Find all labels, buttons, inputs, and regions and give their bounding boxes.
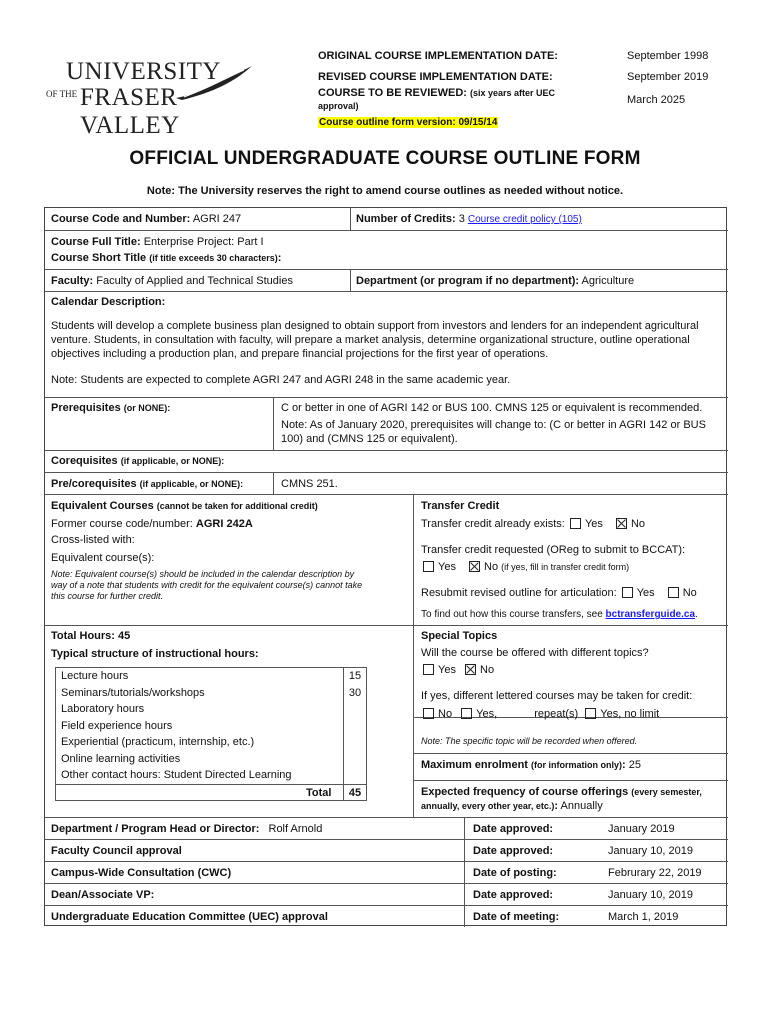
table-row	[56, 751, 368, 768]
max-enrolment-note: (for information only)	[531, 760, 623, 770]
transfer-exists-row	[421, 517, 645, 531]
special-topics-if-yes: If yes, different lettered courses may be taken for credit:	[421, 690, 693, 702]
approval-row-faculty-council: Faculty Council approval	[51, 845, 182, 857]
department-field	[356, 274, 634, 288]
review-date-value: March 2025	[627, 94, 686, 106]
table-row	[56, 767, 368, 784]
special-topics-no-label: No	[480, 664, 495, 676]
total-hours-label: Total Hours:	[51, 630, 115, 642]
special-topics-credit-options	[421, 707, 721, 721]
special-topics-yes-label: Yes	[438, 664, 456, 676]
transfer-exists-no-checkbox[interactable]	[616, 518, 627, 529]
transfer-credit-label: Transfer Credit	[421, 500, 500, 512]
special-topics-label: Special Topics	[421, 630, 498, 642]
resubmit-no-label: No	[682, 587, 697, 599]
transfer-requested-no-label: No	[484, 561, 499, 573]
frequency-colon: :	[554, 800, 559, 812]
transfer-guide-end: .	[695, 609, 698, 620]
approval-date-value: January 10, 2019	[608, 845, 694, 857]
original-date-label: ORIGINAL COURSE IMPLEMENTATION DATE:	[318, 50, 558, 62]
frequency-value: Annually	[560, 800, 603, 812]
precoreq-label-note: (if applicable, or NONE):	[139, 479, 244, 489]
review-date-label	[318, 87, 555, 99]
cross-listed-label: Cross-listed with:	[51, 534, 135, 546]
equivalent-courses-label	[51, 499, 318, 513]
logo-text-university: UNIVERSITY	[66, 58, 221, 85]
special-topics-note: Note: The specific topic will be recorded when offered.	[421, 736, 638, 746]
frequency-label: Expected frequency of course offerings	[421, 786, 629, 798]
hours-row-label: Laboratory hours	[61, 703, 145, 715]
logo-text-fraser-valley: FRASER VALLEY	[80, 84, 180, 139]
approval-date-label: Date approved:	[473, 823, 554, 835]
transfer-exists-yes-label: Yes	[584, 518, 603, 530]
special-topics-yes-checkbox[interactable]	[423, 664, 434, 675]
precorequisites-label	[51, 477, 243, 491]
approval-row-cwc: Campus-Wide Consultation (CWC)	[51, 867, 232, 879]
review-note-2: approval)	[318, 101, 359, 111]
table-row	[56, 685, 368, 702]
prerequisites-value-2: Note: As of January 2020, prerequisites will change to: (C or better in AGRI 142 or BUS	[281, 419, 706, 431]
special-yes-nolimit-checkbox[interactable]	[585, 708, 596, 719]
department-value: Agriculture	[581, 275, 635, 287]
resubmit-no-checkbox[interactable]	[668, 587, 679, 598]
approval-date-value: January 10, 2019	[608, 889, 694, 901]
max-enrolment-value: 25	[628, 759, 642, 771]
short-title-note: (if title exceeds 30 characters)	[149, 253, 278, 263]
calendar-description-line-1: Students will develop a complete business plan designed to obtain support from investors and lenders for an independent agricultural	[51, 320, 699, 332]
revised-date-label: REVISED COURSE IMPLEMENTATION DATE:	[318, 71, 553, 83]
short-title-colon: :	[277, 252, 282, 264]
transfer-requested-row	[421, 560, 629, 574]
equivalent-label-text: Equivalent Courses	[51, 500, 154, 512]
equivalent-courses-field: Equivalent course(s):	[51, 552, 155, 564]
transfer-requested-label: Transfer credit requested (OReg to submit to BCCAT):	[421, 544, 686, 556]
special-yes-checkbox[interactable]	[461, 708, 472, 719]
resubmit-yes-label: Yes	[636, 587, 655, 599]
credits-label: Number of Credits:	[356, 213, 456, 225]
special-yes-nolimit-label: Yes, no limit	[600, 708, 660, 720]
transfer-guide-text: To find out how this course transfers, see	[421, 609, 603, 620]
hours-table	[55, 667, 367, 801]
university-logo	[44, 54, 254, 139]
credits-field	[356, 212, 582, 227]
prerequisites-value-3: 100) and (CMNS 125 or equivalent).	[281, 433, 458, 445]
frequency-note: (every semester,	[631, 787, 702, 797]
max-enrolment-colon: :	[622, 759, 626, 771]
resubmit-label: Resubmit revised outline for articulation:	[421, 587, 617, 599]
review-note: (six years after UEC	[470, 88, 556, 98]
hours-total-label: Total	[306, 787, 332, 799]
form-version-text: Course outline form version: 09/15/14	[319, 117, 498, 128]
former-course-value: AGRI 242A	[195, 518, 253, 530]
total-hours-value: 45	[118, 630, 131, 642]
calendar-description-line-3: objectives including a production plan, and prepare financial projections for the first year of operations.	[51, 348, 549, 360]
coreq-label-note: (if applicable, or NONE):	[120, 456, 225, 466]
review-label: COURSE TO BE REVIEWED:	[318, 87, 467, 99]
typical-structure-label: Typical structure of instructional hours:	[51, 648, 259, 660]
resubmit-yes-checkbox[interactable]	[622, 587, 633, 598]
approval-date-label: Date of meeting:	[473, 911, 560, 923]
approval-date-value: Februrary 22, 2019	[608, 867, 702, 879]
hours-row-label: Seminars/tutorials/workshops	[61, 686, 205, 699]
course-code-field	[51, 212, 241, 226]
table-row	[56, 734, 368, 751]
table-row	[56, 668, 368, 685]
equivalent-note-1: Note: Equivalent course(s) should be included in the calendar description by	[51, 569, 355, 579]
transfer-requested-note: (if yes, fill in transfer credit form)	[501, 562, 630, 572]
special-yes-label: Yes,	[476, 708, 498, 720]
equivalent-label-note: (cannot be taken for additional credit)	[156, 501, 318, 511]
special-no-label: No	[438, 708, 453, 720]
total-hours-field	[51, 629, 130, 643]
prereq-label-text: Prerequisites	[51, 402, 121, 414]
faculty-value: Faculty of Applied and Technical Studies	[96, 275, 293, 287]
full-title-value: Enterprise Project: Part I	[143, 236, 264, 248]
full-title-label: Course Full Title:	[51, 236, 141, 248]
hours-row-label: Field experience hours	[61, 719, 173, 732]
approval-date-label: Date approved:	[473, 845, 554, 857]
precoreq-label-text: Pre/corequisites	[51, 478, 137, 490]
logo-text-of-the: OF THE	[46, 89, 78, 99]
hours-row-value: 30	[348, 686, 362, 699]
equivalent-note-2: way of a note that students with credit for the equivalent course(s) cannot take	[51, 580, 363, 590]
frequency-field-line-2	[421, 799, 603, 813]
course-code-label: Course Code and Number:	[51, 213, 191, 225]
full-title-field	[51, 235, 264, 249]
short-title-field	[51, 251, 281, 265]
transfer-requested-no-checkbox[interactable]	[469, 561, 480, 572]
department-label: Department (or program if no department):	[356, 275, 580, 287]
short-title-label: Course Short Title	[51, 252, 147, 264]
page-title: OFFICIAL UNDERGRADUATE COURSE OUTLINE FORM	[129, 148, 641, 169]
course-outline-form	[44, 207, 727, 926]
max-enrolment-label: Maximum enrolment	[421, 759, 528, 771]
table-row	[56, 718, 368, 735]
approval-date-value: March 1, 2019	[608, 911, 679, 923]
hours-row-label: Other contact hours: Student Directed Learning	[61, 769, 292, 781]
approval-date-label: Date approved:	[473, 889, 554, 901]
faculty-field	[51, 274, 293, 288]
hours-row-label: Lecture hours	[61, 670, 129, 682]
approval-row-uec: Undergraduate Education Committee (UEC) approval	[51, 911, 328, 923]
special-repeat-label: repeat(s)	[534, 708, 579, 720]
special-no-checkbox[interactable]	[423, 708, 434, 719]
hours-row-label: Online learning activities	[61, 752, 181, 765]
hours-row-label: Experiential (practicum, internship, etc.)	[61, 736, 255, 748]
coreq-label-text: Corequisites	[51, 455, 118, 467]
calendar-description-label: Calendar Description:	[51, 296, 166, 308]
transfer-requested-yes-checkbox[interactable]	[423, 561, 434, 572]
credit-policy-link[interactable]: Course credit policy (105)	[467, 214, 582, 225]
transfer-guide-link[interactable]: bctransferguide.ca	[605, 609, 696, 620]
calendar-description-line-2: venture. Students, in consultation with faculty, will prepare a market analysis, determine organizational structure, outline operational	[51, 334, 690, 346]
original-date-value: September 1998	[627, 50, 709, 62]
transfer-exists-label: Transfer credit already exists:	[421, 518, 565, 530]
approval-row-department	[51, 822, 322, 836]
precorequisites-value: CMNS 251.	[281, 478, 338, 490]
prerequisites-label	[51, 401, 170, 415]
feather-icon	[174, 64, 254, 104]
hours-total-row	[56, 785, 368, 802]
amend-note: Note: The University reserves the right to amend course outlines as needed without notice.	[146, 185, 624, 197]
former-course-field	[51, 517, 253, 531]
special-topics-answer-row	[421, 663, 494, 677]
frequency-field	[421, 785, 702, 799]
course-code-value: AGRI 247	[192, 213, 242, 225]
transfer-exists-yes-checkbox[interactable]	[570, 518, 581, 529]
resubmit-row	[421, 586, 697, 600]
form-version	[318, 116, 498, 128]
transfer-exists-no-label: No	[630, 518, 646, 530]
calendar-note: Note: Students are expected to complete AGRI 247 and AGRI 248 in the same academic year.	[51, 374, 511, 386]
max-enrolment-field	[421, 758, 641, 772]
revised-date-value: September 2019	[627, 71, 709, 83]
table-row	[56, 701, 368, 718]
corequisites-label	[51, 454, 224, 468]
faculty-label: Faculty:	[51, 275, 94, 287]
approval-date-label: Date of posting:	[473, 867, 557, 879]
credits-value: 3	[458, 213, 465, 225]
approval-row-dean: Dean/Associate VP:	[51, 889, 155, 901]
hours-total-value: 45	[348, 787, 362, 799]
special-topics-question: Will the course be offered with different topics?	[421, 647, 649, 659]
approval-label: Department / Program Head or Director:	[51, 823, 260, 835]
approval-date-value: January 2019	[608, 823, 675, 835]
prereq-label-note: (or NONE):	[123, 403, 171, 413]
transfer-guide-row	[421, 608, 698, 622]
transfer-requested-yes-label: Yes	[438, 561, 456, 573]
prerequisites-value-1: C or better in one of AGRI 142 or BUS 100. CMNS 125 or equivalent is recommended.	[281, 402, 703, 414]
special-topics-no-checkbox[interactable]	[465, 664, 476, 675]
hours-row-value: 15	[348, 670, 362, 682]
frequency-note-2: annually, every other year, etc.)	[421, 801, 555, 811]
equivalent-note-3: this course for further credit.	[51, 591, 164, 601]
approval-person: Rolf Arnold	[268, 823, 323, 835]
former-course-label: Former course code/number:	[51, 518, 193, 530]
